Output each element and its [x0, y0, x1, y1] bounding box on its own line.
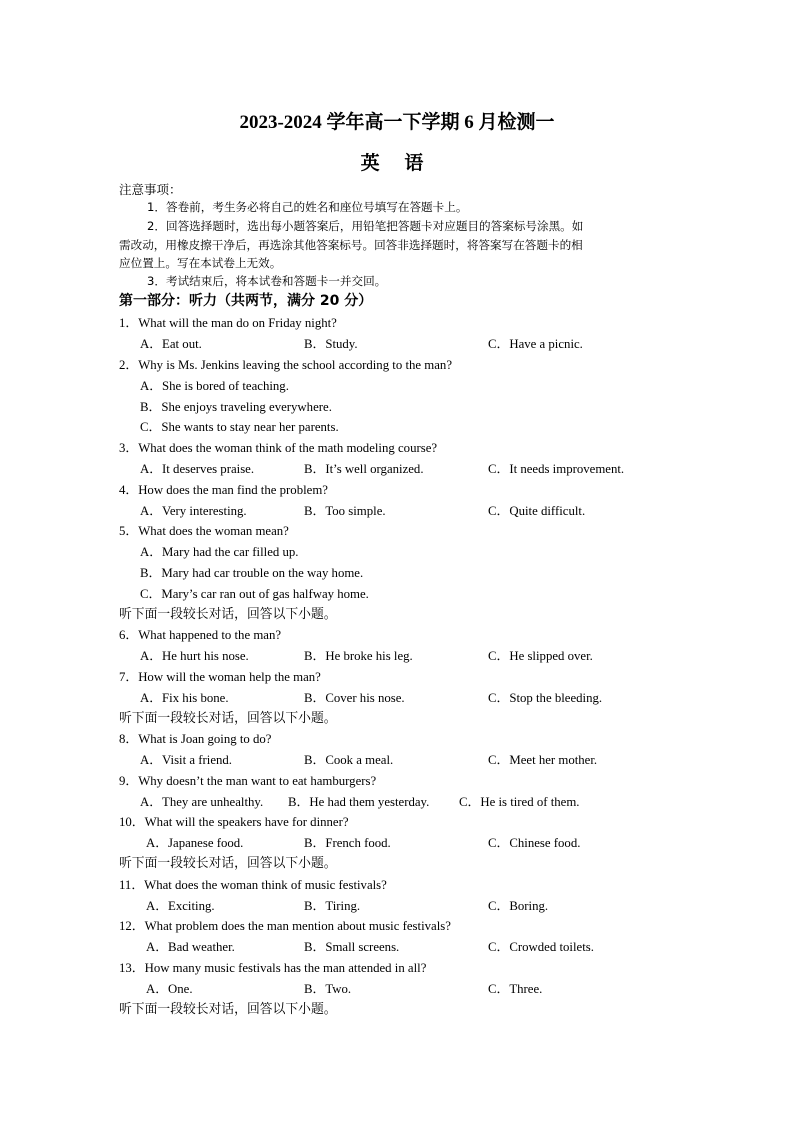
note-2-line-3: 应位置上。写在本试卷上无效。 [119, 256, 282, 270]
part-1-title: 第一部分：听力（共两节，满分 20 分） [119, 293, 373, 309]
q13-option-c: C．Three. [488, 982, 543, 996]
q4-option-c: C．Quite difficult. [488, 504, 586, 518]
q11-option-c: C．Boring. [488, 899, 549, 913]
question-12: 12．What problem does the man mention about music festivals? [119, 919, 451, 933]
q6-option-c: C．He slipped over. [488, 649, 593, 663]
q4-option-a: A．Very interesting. [140, 504, 247, 518]
q1-option-a: A．Eat out. [140, 337, 202, 351]
q11-option-a: A．Exciting. [146, 899, 215, 913]
q3-option-c: C．It needs improvement. [488, 462, 625, 476]
q2-option-b: B．She enjoys traveling everywhere. [140, 400, 332, 414]
q2-option-c: C．She wants to stay near her parents. [140, 420, 339, 434]
q12-option-a: A．Bad weather. [146, 940, 235, 954]
q3-option-b: B．It’s well organized. [304, 462, 424, 476]
q7-option-b: B．Cover his nose. [304, 691, 405, 705]
notes-label: 注意事项： [119, 182, 182, 197]
note-1: 1．答卷前，考生务必将自己的姓名和座位号填写在答题卡上。 [147, 200, 468, 214]
q1-option-b: B．Study. [304, 337, 358, 351]
q6-option-b: B．He broke his leg. [304, 649, 413, 663]
q5-option-b: B．Mary had car trouble on the way home. [140, 566, 364, 580]
note-3: 3．考试结束后，将本试卷和答题卡一并交回。 [147, 274, 387, 288]
q9-option-c: C．He is tired of them. [459, 795, 580, 809]
q8-option-b: B．Cook a meal. [304, 753, 394, 767]
question-6: 6．What happened to the man? [119, 628, 282, 642]
section-note-3: 听下面一段较长对话，回答以下小题。 [119, 856, 337, 871]
q10-option-a: A．Japanese food. [146, 836, 244, 850]
q8-option-c: C．Meet her mother. [488, 753, 598, 767]
question-13: 13．How many music festivals has the man attended in all? [119, 961, 427, 975]
q6-option-a: A．He hurt his nose. [140, 649, 249, 663]
q5-option-a: A．Mary had the car filled up. [140, 545, 299, 559]
exam-title: 2023-2024 学年高一下学期 6 月检测一 [239, 112, 555, 133]
q7-option-c: C．Stop the bleeding. [488, 691, 603, 705]
question-7: 7．How will the woman help the man? [119, 670, 321, 684]
question-5: 5．What does the woman mean? [119, 524, 289, 538]
section-note-2: 听下面一段较长对话，回答以下小题。 [119, 711, 337, 726]
section-note-1: 听下面一段较长对话，回答以下小题。 [119, 607, 337, 622]
question-3: 3．What does the woman think of the math modeling course? [119, 441, 438, 455]
q2-option-a: A．She is bored of teaching. [140, 379, 289, 393]
question-8: 8．What is Joan going to do? [119, 732, 272, 746]
q8-option-a: A．Visit a friend. [140, 753, 232, 767]
note-2-line-1: 2．回答选择题时，选出每小题答案后，用铅笔把答题卡对应题目的答案标号涂黑。如 [147, 219, 584, 233]
q13-option-a: A．One. [146, 982, 193, 996]
q3-option-a: A．It deserves praise. [140, 462, 255, 476]
question-2: 2．Why is Ms. Jenkins leaving the school according to the man? [119, 358, 453, 372]
q1-option-c: C．Have a picnic. [488, 337, 583, 351]
q4-option-b: B．Too simple. [304, 504, 386, 518]
question-10: 10．What will the speakers have for dinner? [119, 815, 349, 829]
question-9: 9．Why doesn’t the man want to eat hamburgers? [119, 774, 377, 788]
question-4: 4．How does the man find the problem? [119, 483, 328, 497]
question-1: 1．What will the man do on Friday night? [119, 316, 337, 330]
question-11: 11．What does the woman think of music festivals? [119, 878, 387, 892]
q11-option-b: B．Tiring. [304, 899, 361, 913]
subject-title: 英 语 [360, 153, 434, 174]
q13-option-b: B．Two. [304, 982, 352, 996]
q9-option-a: A．They are unhealthy. [140, 795, 264, 809]
q10-option-b: B．French food. [304, 836, 391, 850]
q7-option-a: A．Fix his bone. [140, 691, 229, 705]
section-note-4: 听下面一段较长对话，回答以下小题。 [119, 1002, 337, 1017]
q5-option-c: C．Mary’s car ran out of gas halfway home. [140, 587, 369, 601]
q9-option-b: B．He had them yesterday. [288, 795, 430, 809]
q10-option-c: C．Chinese food. [488, 836, 581, 850]
q12-option-c: C．Crowded toilets. [488, 940, 594, 954]
note-2-line-2: 需改动，用橡皮擦干净后，再选涂其他答案标号。回答非选择题时，将答案写在答题卡的相 [119, 238, 583, 252]
q12-option-b: B．Small screens. [304, 940, 400, 954]
